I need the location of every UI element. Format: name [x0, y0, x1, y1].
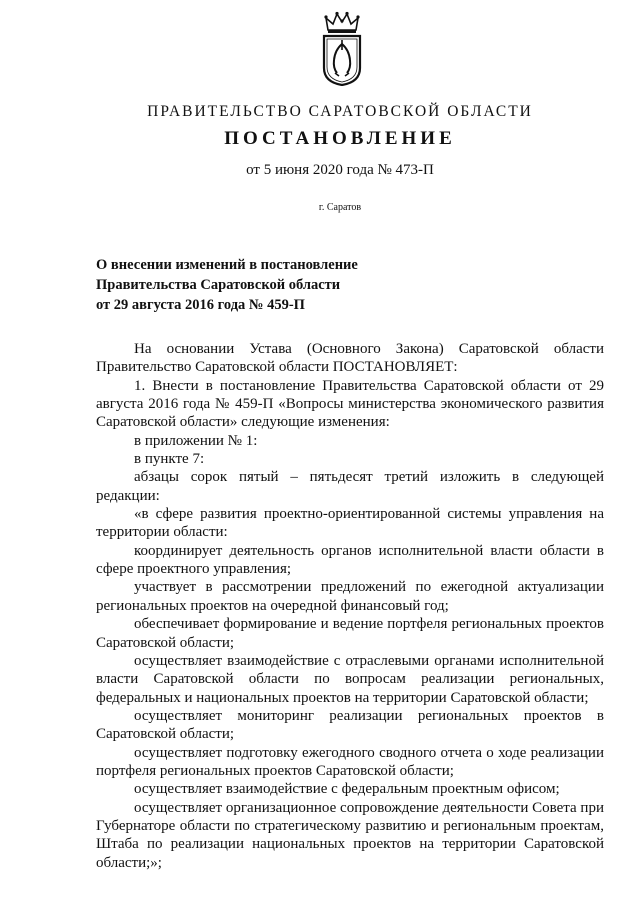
saratov-coat-of-arms-icon — [318, 10, 366, 86]
government-name: ПРАВИТЕЛЬСТВО САРАТОВСКОЙ ОБЛАСТИ — [147, 103, 533, 120]
body-paragraph: в пункте 7: — [134, 451, 205, 468]
body-paragraph: осуществляет организационное сопровождение деятельности Совета при Губернаторе области по стратегическому развитию и региональным проектам, Штаба по реализации национальных проектов на территории Саратовской области;»; — [96, 799, 604, 871]
document-city: г. Саратов — [318, 202, 362, 213]
subject-line: О внесении изменений в постановление — [96, 257, 358, 273]
body-paragraph: осуществляет подготовку ежегодного сводного отчета о ходе реализации портфеля региональных проектов Саратовской области; — [96, 744, 604, 779]
body-paragraph: На основании Устава (Основного Закона) Саратовской области Правительство Саратовской области ПОСТАНОВЛЯЕТ: — [96, 341, 604, 376]
body-paragraph: осуществляет взаимодействие с отраслевыми органами исполнительной власти Саратовской области по вопросам реализации региональных, федеральных и национальных проектов на территории Саратовской области; — [96, 652, 604, 706]
body-paragraph: 1. Внести в постановление Правительства Саратовской области от 29 августа 2016 года № 459-П «Вопросы министерства экономического развития Саратовской области» следующие изменения: — [96, 377, 604, 431]
document-body — [96, 340, 604, 872]
body-paragraph: осуществляет взаимодействие с федеральным проектным офисом; — [134, 781, 560, 798]
document-type-title: ПОСТАНОВЛЕНИЕ — [224, 128, 456, 149]
document-subject — [96, 255, 416, 315]
body-paragraph: обеспечивает формирование и ведение портфеля региональных проектов Саратовской области; — [96, 616, 604, 651]
body-paragraph: абзацы сорок пятый – пятьдесят третий изложить в следующей редакции: — [96, 469, 604, 504]
subject-line: от 29 августа 2016 года № 459-П — [96, 297, 305, 313]
subject-line: Правительства Саратовской области — [96, 277, 341, 293]
document-date-number: от 5 июня 2020 года № 473-П — [246, 162, 434, 178]
body-paragraph: осуществляет мониторинг реализации региональных проектов в Саратовской области; — [96, 707, 604, 743]
body-paragraph: «в сфере развития проектно-ориентированной системы управления на территории области: — [96, 506, 604, 541]
body-paragraph: координирует деятельность органов исполнительной власти области в сфере проектного управления; — [96, 542, 604, 578]
body-paragraph: участвует в рассмотрении предложений по ежегодной актуализации региональных проектов на очередной финансовый год; — [96, 579, 604, 614]
body-paragraph: в приложении № 1: — [134, 432, 258, 449]
